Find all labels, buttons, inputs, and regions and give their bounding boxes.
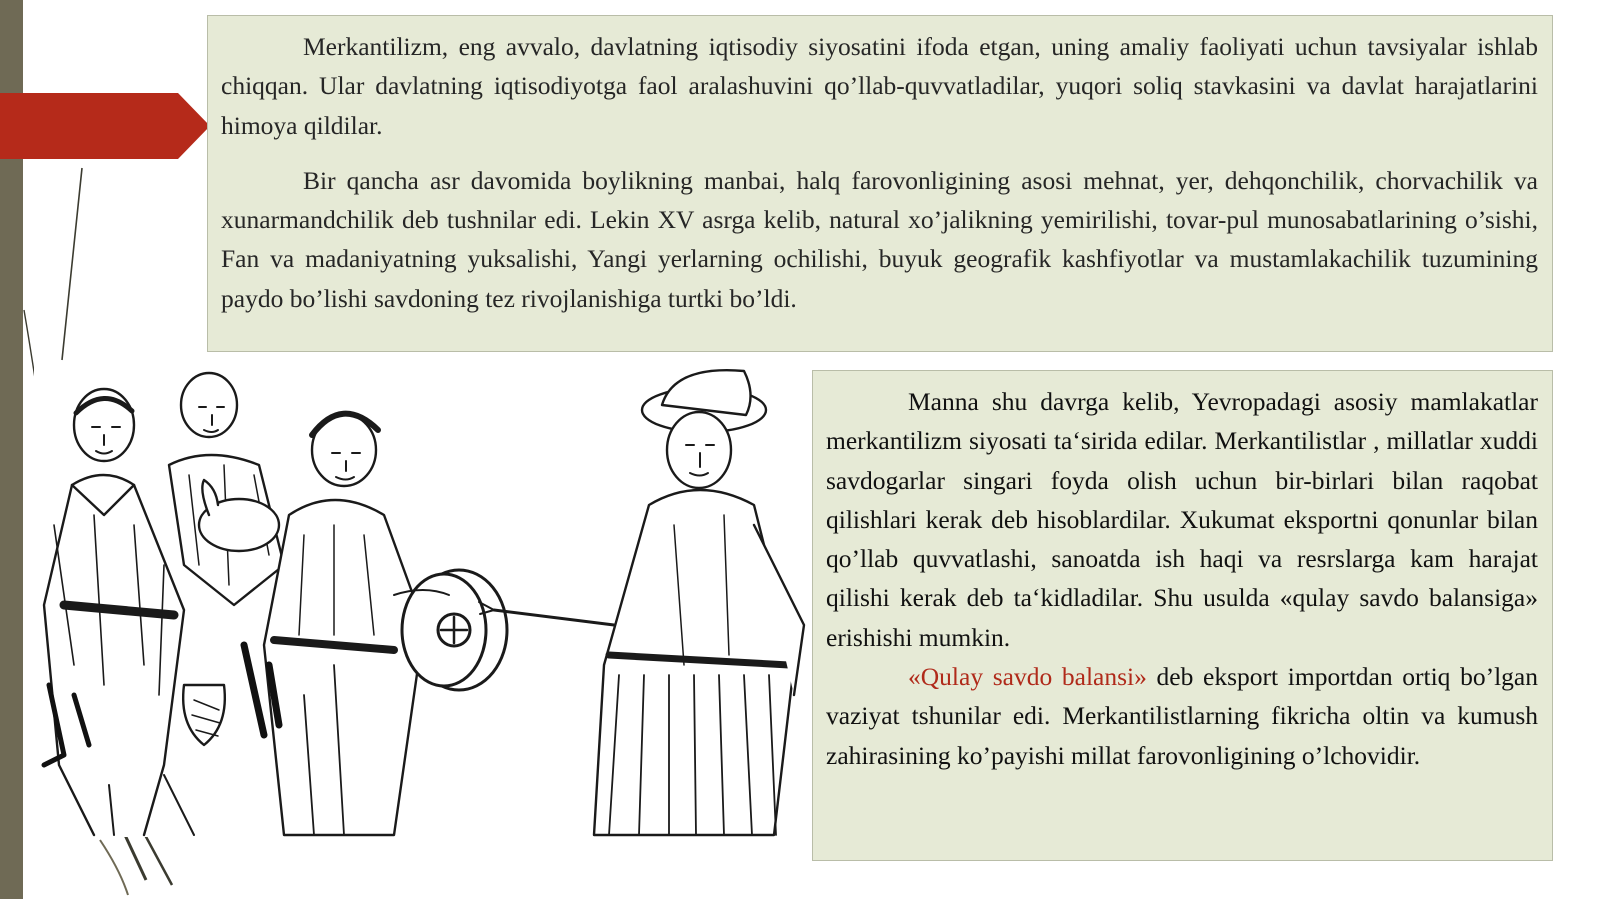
top-text-box xyxy=(207,15,1553,352)
right-paragraph-2 xyxy=(826,657,1538,775)
red-arrow-shape xyxy=(0,93,210,159)
highlight-term: «Qulay savdo balansi» xyxy=(908,662,1147,692)
top-paragraph-1: Merkantilizm, eng avvalo, davlatning iqtisodiy siyosatini ifoda etgan, uning amaliy faoliyati uchun tavsiyalar ishlab chiqqan. Ular davlatning iqtisodiyotga faol aralashuvini qo’llab-quvvatladilar, yuqori soliq stavkasini va davlat harajatlarini himoya qildilar. xyxy=(221,32,1538,140)
right-text-box xyxy=(812,370,1553,861)
right-paragraph-2-text: deb eksport importdan ortiq bo’lgan vaziyat tshunilar edi. Merkantilistlarning fikricha oltin va kumush zahirasining ko’payishi millat farovonligining o’lchovidir. xyxy=(826,662,1538,770)
right-paragraph-1: Manna shu davrga kelib, Yevropadagi asosiy mamlakatlar merkantilizm siyosati ta‘sirida edilar. Merkantilistlar , millatlar xuddi savdogarlar singari foyda olish uchun bir-birlari bilan raqobat qilishlari kerak deb hisoblardilar. Xukumat eksportni qonunlar bilan qo’llab quvvatlashi, sanoatda ish haqi va resrslarga kam harajat qilishi kerak deb ta‘kidladilar. Shu usulda «qulay savdo balansiga» erishishi mumkin. xyxy=(826,387,1538,652)
top-paragraph-2: Bir qancha asr davomida boylikning manbai, halq farovonligining asosi mehnat, yer, dehqonchilik, chorvachilik va xunarmandchilik deb tushnilar edi. Lekin XV asrga kelib, natural xo’jalikning yemirilishi, tovar-pul munosabatlarining o’sishi, Fan va madaniyatning yuksalishi, Yangi yerlarning ochilishi, buyuk geografik kashfiyotlar va mustamlakachilik tuzumining paydo bo’lishi savdoning tez rivojlanishiga turtki bo’ldi. xyxy=(221,165,1538,313)
woodcut-illustration xyxy=(34,365,810,837)
